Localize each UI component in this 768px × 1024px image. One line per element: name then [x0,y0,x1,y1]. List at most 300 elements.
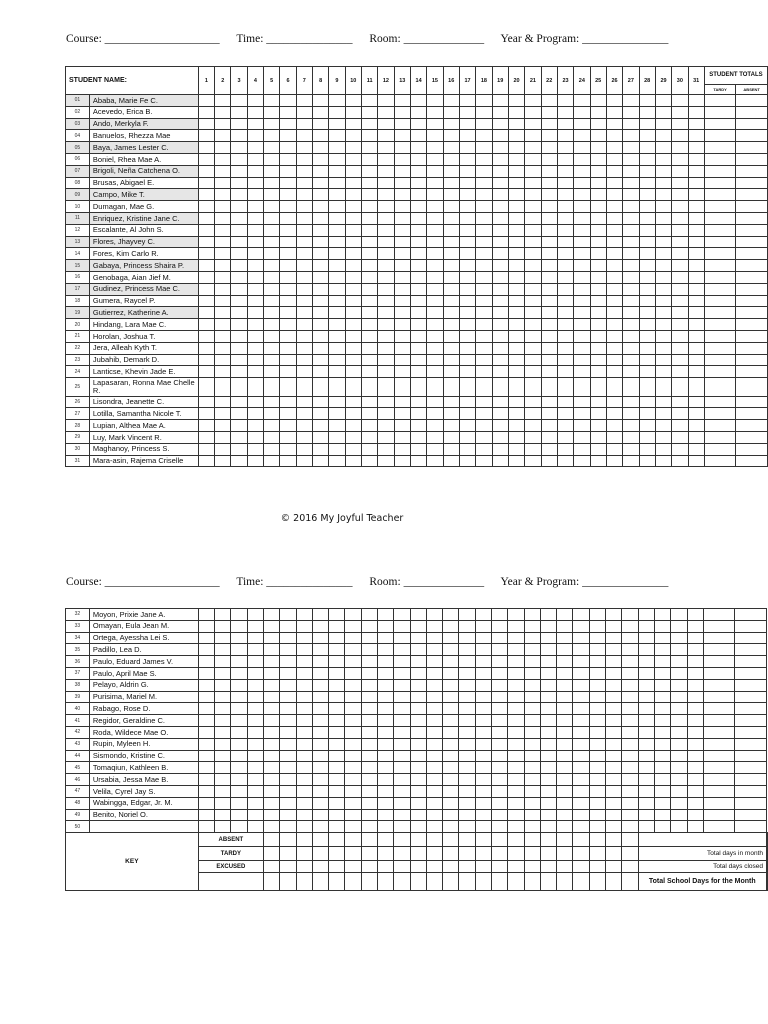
attendance-cell[interactable] [215,271,231,283]
attendance-cell[interactable] [345,726,361,738]
attendance-cell[interactable] [639,396,655,408]
attendance-cell[interactable] [622,679,638,691]
attendance-cell[interactable] [361,420,377,432]
attendance-cell[interactable] [654,609,670,621]
attendance-cell[interactable] [655,342,671,354]
attendance-cell[interactable] [410,715,426,727]
attendance-cell[interactable] [280,774,296,786]
attendance-cell[interactable] [704,378,735,397]
attendance-cell[interactable] [378,726,394,738]
attendance-cell[interactable] [361,774,377,786]
attendance-cell[interactable] [655,378,671,397]
attendance-cell[interactable] [296,130,312,142]
attendance-cell[interactable] [672,366,688,378]
attendance-cell[interactable] [378,809,394,821]
attendance-cell[interactable] [590,432,606,444]
attendance-cell[interactable] [329,715,345,727]
attendance-cell[interactable] [735,715,767,727]
attendance-cell[interactable] [540,715,556,727]
attendance-cell[interactable] [410,236,426,248]
attendance-cell[interactable] [623,201,639,213]
attendance-cell[interactable] [508,142,524,154]
attendance-cell[interactable] [345,177,361,189]
attendance-cell[interactable] [345,330,361,342]
attendance-cell[interactable] [427,295,443,307]
attendance-cell[interactable] [264,378,280,397]
attendance-cell[interactable] [410,656,426,668]
attendance-cell[interactable] [264,821,280,833]
key-cell[interactable] [524,861,540,873]
attendance-cell[interactable] [639,248,655,260]
attendance-cell[interactable] [639,283,655,295]
attendance-cell[interactable] [459,609,475,621]
attendance-cell[interactable] [329,248,345,260]
attendance-cell[interactable] [361,632,377,644]
attendance-cell[interactable] [541,396,557,408]
attendance-cell[interactable] [574,295,590,307]
attendance-cell[interactable] [443,142,459,154]
attendance-cell[interactable] [215,667,231,679]
attendance-cell[interactable] [264,644,280,656]
attendance-cell[interactable] [476,295,492,307]
attendance-cell[interactable] [524,679,540,691]
attendance-cell[interactable] [231,715,247,727]
attendance-cell[interactable] [247,715,263,727]
attendance-cell[interactable] [639,118,655,130]
attendance-cell[interactable] [590,396,606,408]
attendance-cell[interactable] [280,750,296,762]
attendance-cell[interactable] [378,774,394,786]
attendance-cell[interactable] [639,165,655,177]
attendance-cell[interactable] [312,260,328,272]
attendance-cell[interactable] [508,774,524,786]
attendance-cell[interactable] [443,656,459,668]
attendance-cell[interactable] [671,738,687,750]
attendance-cell[interactable] [672,118,688,130]
attendance-cell[interactable] [361,797,377,809]
attendance-cell[interactable] [525,378,541,397]
attendance-cell[interactable] [410,95,426,107]
attendance-cell[interactable] [605,726,621,738]
attendance-cell[interactable] [638,726,654,738]
attendance-cell[interactable] [361,165,377,177]
attendance-cell[interactable] [426,750,442,762]
attendance-cell[interactable] [606,366,622,378]
attendance-cell[interactable] [540,609,556,621]
attendance-cell[interactable] [590,130,606,142]
attendance-cell[interactable] [540,656,556,668]
attendance-cell[interactable] [459,774,475,786]
attendance-cell[interactable] [688,396,704,408]
attendance-cell[interactable] [525,295,541,307]
attendance-cell[interactable] [410,396,426,408]
key-cell[interactable] [296,861,312,873]
attendance-cell[interactable] [525,95,541,107]
attendance-cell[interactable] [654,632,670,644]
attendance-cell[interactable] [378,609,394,621]
attendance-cell[interactable] [540,620,556,632]
attendance-cell[interactable] [198,750,214,762]
key-cell[interactable] [329,861,345,873]
attendance-cell[interactable] [736,366,768,378]
attendance-cell[interactable] [443,130,459,142]
attendance-cell[interactable] [704,130,735,142]
attendance-cell[interactable] [198,354,214,366]
attendance-cell[interactable] [296,153,312,165]
attendance-cell[interactable] [491,667,507,679]
attendance-cell[interactable] [557,342,573,354]
attendance-cell[interactable] [557,153,573,165]
attendance-cell[interactable] [589,632,605,644]
attendance-cell[interactable] [557,821,573,833]
attendance-cell[interactable] [361,609,377,621]
attendance-cell[interactable] [394,455,410,467]
attendance-cell[interactable] [703,667,734,679]
total-days-value[interactable] [767,873,768,891]
attendance-cell[interactable] [671,750,687,762]
attendance-cell[interactable] [688,165,704,177]
attendance-cell[interactable] [622,797,638,809]
attendance-cell[interactable] [296,750,312,762]
attendance-cell[interactable] [296,342,312,354]
attendance-cell[interactable] [540,809,556,821]
attendance-cell[interactable] [459,443,475,455]
attendance-cell[interactable] [378,396,394,408]
attendance-cell[interactable] [622,715,638,727]
attendance-cell[interactable] [589,656,605,668]
attendance-cell[interactable] [639,342,655,354]
attendance-cell[interactable] [508,420,524,432]
attendance-cell[interactable] [443,797,459,809]
attendance-cell[interactable] [459,715,475,727]
attendance-cell[interactable] [574,455,590,467]
attendance-cell[interactable] [264,319,280,331]
attendance-cell[interactable] [638,738,654,750]
attendance-cell[interactable] [623,378,639,397]
attendance-cell[interactable] [704,283,735,295]
attendance-cell[interactable] [557,656,573,668]
attendance-cell[interactable] [459,354,475,366]
attendance-cell[interactable] [541,177,557,189]
attendance-cell[interactable] [476,189,492,201]
attendance-cell[interactable] [443,644,459,656]
attendance-cell[interactable] [590,201,606,213]
key-cell[interactable] [589,847,605,861]
attendance-cell[interactable] [296,260,312,272]
attendance-cell[interactable] [492,224,508,236]
key-cell[interactable] [557,833,573,847]
attendance-cell[interactable] [264,224,280,236]
attendance-cell[interactable] [508,153,524,165]
attendance-cell[interactable] [198,679,214,691]
attendance-cell[interactable] [231,189,247,201]
attendance-cell[interactable] [427,378,443,397]
attendance-cell[interactable] [623,443,639,455]
attendance-cell[interactable] [426,609,442,621]
attendance-cell[interactable] [541,130,557,142]
attendance-cell[interactable] [426,821,442,833]
attendance-cell[interactable] [427,408,443,420]
attendance-cell[interactable] [736,283,768,295]
attendance-cell[interactable] [231,762,247,774]
key-cell[interactable] [329,847,345,861]
attendance-cell[interactable] [574,106,590,118]
attendance-cell[interactable] [492,153,508,165]
attendance-cell[interactable] [703,679,734,691]
attendance-cell[interactable] [215,319,231,331]
attendance-cell[interactable] [410,165,426,177]
attendance-cell[interactable] [280,762,296,774]
attendance-cell[interactable] [329,271,345,283]
attendance-cell[interactable] [623,455,639,467]
attendance-cell[interactable] [655,224,671,236]
attendance-cell[interactable] [736,189,768,201]
attendance-cell[interactable] [476,224,492,236]
attendance-cell[interactable] [508,283,524,295]
attendance-cell[interactable] [459,738,475,750]
attendance-cell[interactable] [638,656,654,668]
attendance-cell[interactable] [329,420,345,432]
attendance-cell[interactable] [605,632,621,644]
attendance-cell[interactable] [443,738,459,750]
attendance-cell[interactable] [296,620,312,632]
attendance-cell[interactable] [672,106,688,118]
attendance-cell[interactable] [622,632,638,644]
attendance-cell[interactable] [688,443,704,455]
course-field[interactable]: Course: ____________________ [66,33,220,45]
attendance-cell[interactable] [459,679,475,691]
attendance-cell[interactable] [329,609,345,621]
attendance-cell[interactable] [475,750,491,762]
attendance-cell[interactable] [639,354,655,366]
attendance-cell[interactable] [215,774,231,786]
attendance-cell[interactable] [622,762,638,774]
attendance-cell[interactable] [491,809,507,821]
attendance-cell[interactable] [541,354,557,366]
attendance-cell[interactable] [264,750,280,762]
key-cell[interactable] [410,833,426,847]
attendance-cell[interactable] [589,774,605,786]
attendance-cell[interactable] [508,656,524,668]
attendance-cell[interactable] [264,212,280,224]
attendance-cell[interactable] [590,366,606,378]
attendance-cell[interactable] [589,726,605,738]
attendance-cell[interactable] [231,620,247,632]
attendance-cell[interactable] [735,632,767,644]
attendance-cell[interactable] [215,212,231,224]
attendance-cell[interactable] [687,644,703,656]
attendance-cell[interactable] [378,307,394,319]
attendance-cell[interactable] [361,726,377,738]
attendance-cell[interactable] [378,703,394,715]
attendance-cell[interactable] [525,201,541,213]
attendance-cell[interactable] [574,212,590,224]
attendance-cell[interactable] [198,774,214,786]
attendance-cell[interactable] [688,106,704,118]
attendance-cell[interactable] [198,153,214,165]
attendance-cell[interactable] [736,295,768,307]
attendance-cell[interactable] [410,609,426,621]
attendance-cell[interactable] [361,319,377,331]
attendance-cell[interactable] [639,420,655,432]
attendance-cell[interactable] [704,408,735,420]
attendance-cell[interactable] [443,319,459,331]
attendance-cell[interactable] [312,774,328,786]
attendance-cell[interactable] [264,177,280,189]
attendance-cell[interactable] [345,153,361,165]
attendance-cell[interactable] [606,342,622,354]
attendance-cell[interactable] [655,236,671,248]
attendance-cell[interactable] [459,703,475,715]
attendance-cell[interactable] [605,750,621,762]
attendance-cell[interactable] [410,703,426,715]
attendance-cell[interactable] [427,153,443,165]
key-cell[interactable] [622,847,638,861]
attendance-cell[interactable] [654,703,670,715]
attendance-cell[interactable] [475,821,491,833]
attendance-cell[interactable] [639,224,655,236]
attendance-cell[interactable] [735,656,767,668]
attendance-cell[interactable] [605,821,621,833]
attendance-cell[interactable] [508,271,524,283]
attendance-cell[interactable] [574,224,590,236]
attendance-cell[interactable] [264,455,280,467]
attendance-cell[interactable] [605,644,621,656]
attendance-cell[interactable] [573,715,589,727]
attendance-cell[interactable] [541,342,557,354]
attendance-cell[interactable] [638,620,654,632]
attendance-cell[interactable] [476,212,492,224]
attendance-cell[interactable] [329,443,345,455]
attendance-cell[interactable] [492,455,508,467]
attendance-cell[interactable] [394,774,410,786]
attendance-cell[interactable] [736,118,768,130]
attendance-cell[interactable] [492,342,508,354]
attendance-cell[interactable] [606,330,622,342]
attendance-cell[interactable] [361,248,377,260]
attendance-cell[interactable] [264,620,280,632]
attendance-cell[interactable] [427,283,443,295]
attendance-cell[interactable] [557,715,573,727]
attendance-cell[interactable] [605,715,621,727]
attendance-cell[interactable] [688,236,704,248]
attendance-cell[interactable] [231,177,247,189]
attendance-cell[interactable] [736,236,768,248]
attendance-cell[interactable] [638,750,654,762]
attendance-cell[interactable] [378,153,394,165]
attendance-cell[interactable] [540,667,556,679]
attendance-cell[interactable] [378,248,394,260]
key-cell[interactable] [264,847,280,861]
attendance-cell[interactable] [557,130,573,142]
attendance-cell[interactable] [491,762,507,774]
attendance-cell[interactable] [215,738,231,750]
attendance-cell[interactable] [280,715,296,727]
attendance-cell[interactable] [735,691,767,703]
attendance-cell[interactable] [590,420,606,432]
attendance-cell[interactable] [312,420,328,432]
attendance-cell[interactable] [654,715,670,727]
key-cell[interactable] [491,861,507,873]
attendance-cell[interactable] [492,118,508,130]
key-cell[interactable] [524,873,540,891]
attendance-cell[interactable] [280,378,296,397]
attendance-cell[interactable] [605,656,621,668]
attendance-cell[interactable] [426,691,442,703]
attendance-cell[interactable] [459,785,475,797]
attendance-cell[interactable] [557,443,573,455]
attendance-cell[interactable] [361,142,377,154]
attendance-cell[interactable] [525,330,541,342]
attendance-cell[interactable] [378,620,394,632]
attendance-cell[interactable] [622,620,638,632]
attendance-cell[interactable] [443,189,459,201]
attendance-cell[interactable] [394,679,410,691]
attendance-cell[interactable] [312,750,328,762]
attendance-cell[interactable] [703,750,734,762]
attendance-cell[interactable] [215,797,231,809]
attendance-cell[interactable] [231,632,247,644]
attendance-cell[interactable] [345,307,361,319]
attendance-cell[interactable] [735,750,767,762]
attendance-cell[interactable] [361,809,377,821]
attendance-cell[interactable] [264,420,280,432]
attendance-cell[interactable] [492,319,508,331]
attendance-cell[interactable] [443,455,459,467]
attendance-cell[interactable] [672,224,688,236]
attendance-cell[interactable] [312,224,328,236]
key-cell[interactable] [557,873,573,891]
attendance-cell[interactable] [491,774,507,786]
attendance-cell[interactable] [639,307,655,319]
attendance-cell[interactable] [638,703,654,715]
attendance-cell[interactable] [623,366,639,378]
attendance-cell[interactable] [606,177,622,189]
attendance-cell[interactable] [573,774,589,786]
attendance-cell[interactable] [687,762,703,774]
attendance-cell[interactable] [215,189,231,201]
attendance-cell[interactable] [735,703,767,715]
key-cell[interactable] [589,833,605,847]
attendance-cell[interactable] [231,330,247,342]
attendance-cell[interactable] [704,455,735,467]
attendance-cell[interactable] [345,644,361,656]
attendance-cell[interactable] [329,95,345,107]
attendance-cell[interactable] [198,130,214,142]
attendance-cell[interactable] [329,408,345,420]
attendance-cell[interactable] [247,455,263,467]
attendance-cell[interactable] [492,201,508,213]
attendance-cell[interactable] [491,750,507,762]
attendance-cell[interactable] [443,224,459,236]
attendance-cell[interactable] [426,667,442,679]
attendance-cell[interactable] [361,212,377,224]
attendance-cell[interactable] [247,809,263,821]
attendance-cell[interactable] [264,271,280,283]
attendance-cell[interactable] [345,378,361,397]
attendance-cell[interactable] [215,408,231,420]
attendance-cell[interactable] [361,620,377,632]
key-cell[interactable] [329,833,345,847]
attendance-cell[interactable] [687,691,703,703]
attendance-cell[interactable] [215,248,231,260]
attendance-cell[interactable] [623,189,639,201]
attendance-cell[interactable] [459,106,475,118]
attendance-cell[interactable] [345,762,361,774]
attendance-cell[interactable] [655,366,671,378]
attendance-cell[interactable] [476,118,492,130]
attendance-cell[interactable] [623,319,639,331]
